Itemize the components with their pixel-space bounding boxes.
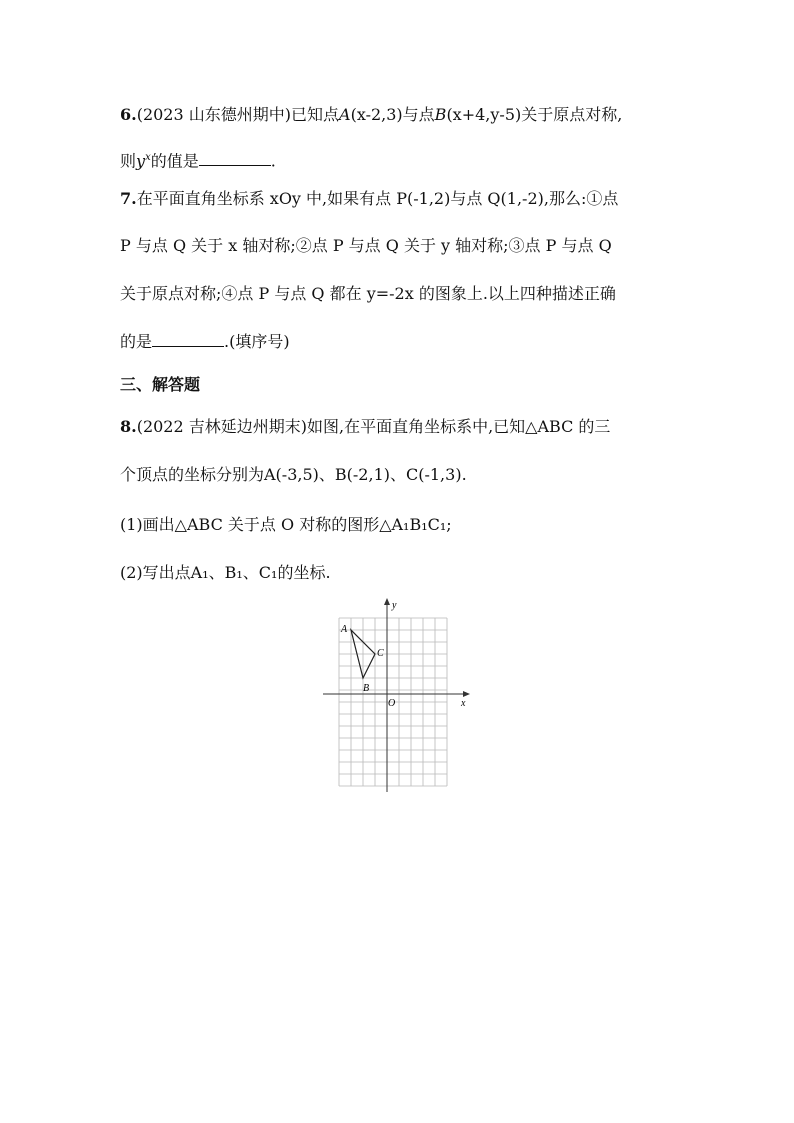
q7-line2: P 与点 Q 关于 x 轴对称;②点 P 与点 Q 关于 y 轴对称;③点 P 与点 Q: [120, 236, 612, 255]
q6-text-a: 已知点: [291, 105, 340, 124]
q7-line4-prefix: 的是: [120, 332, 153, 351]
q6-line2-prefix: 则: [120, 151, 137, 171]
q6-text-c: 关于原点对称,: [521, 105, 623, 124]
q6-line2-suffix: 的值是: [150, 151, 199, 171]
q7-number: 7.: [120, 189, 137, 208]
q8-sub1: (1)画出△ABC 关于点 O 对称的图形△A₁B₁C₁;: [120, 515, 452, 534]
q6-power-exp: x: [145, 152, 151, 163]
x-axis-arrow: [463, 691, 470, 697]
q8-number: 8.: [120, 417, 137, 436]
q8-sub2: (2)写出点A₁、B₁、C₁的坐标.: [120, 563, 331, 582]
q6-point-a: A: [339, 105, 351, 124]
q7-answer-blank[interactable]: [152, 332, 224, 347]
q7-line1: [120, 188, 618, 210]
q6-line2-end: .: [270, 151, 276, 171]
x-axis-label: x: [461, 698, 466, 709]
q7-line4-suffix: .(填序号): [224, 332, 290, 351]
q7-line3: 关于原点对称;④点 P 与点 Q 都在 y=-2x 的图象上.以上四种描述正确: [120, 284, 616, 303]
q8-line2: 个顶点的坐标分别为A(-3,5)、B(-2,1)、C(-1,3).: [120, 465, 467, 484]
q6-coord-b: (x+4,y-5): [446, 105, 522, 124]
q6-answer-blank[interactable]: [199, 151, 271, 166]
q6-number: 6.: [120, 105, 137, 124]
q8-text-line1: (2022 吉林延边州期末)如图,在平面直角坐标系中,已知△ABC 的三: [136, 417, 611, 436]
q6-source: (2023 山东德州期中): [136, 105, 291, 124]
vertex-c-label: C: [377, 648, 384, 659]
vertex-b-label: B: [363, 683, 370, 694]
section-title: 三、解答题: [120, 375, 201, 394]
y-axis-arrow: [384, 598, 390, 605]
origin-label: O: [388, 698, 396, 709]
q7-text-line1: 在平面直角坐标系 xOy 中,如果有点 P(-1,2)与点 Q(1,-2),那么:①点: [136, 189, 619, 208]
vertex-a-label: A: [341, 624, 348, 635]
q6-line1: [120, 104, 622, 126]
y-axis-label: y: [392, 600, 397, 611]
q6-line2: [120, 147, 276, 172]
q6-point-b: B: [434, 105, 447, 124]
q6-text-b: 与点: [402, 105, 435, 124]
q8-line1: [120, 416, 610, 438]
q6-power-base: y: [136, 151, 146, 171]
q6-coord-a: (x-2,3): [350, 105, 403, 124]
q7-line4: [120, 331, 290, 353]
coordinate-grid-figure: [315, 592, 475, 798]
